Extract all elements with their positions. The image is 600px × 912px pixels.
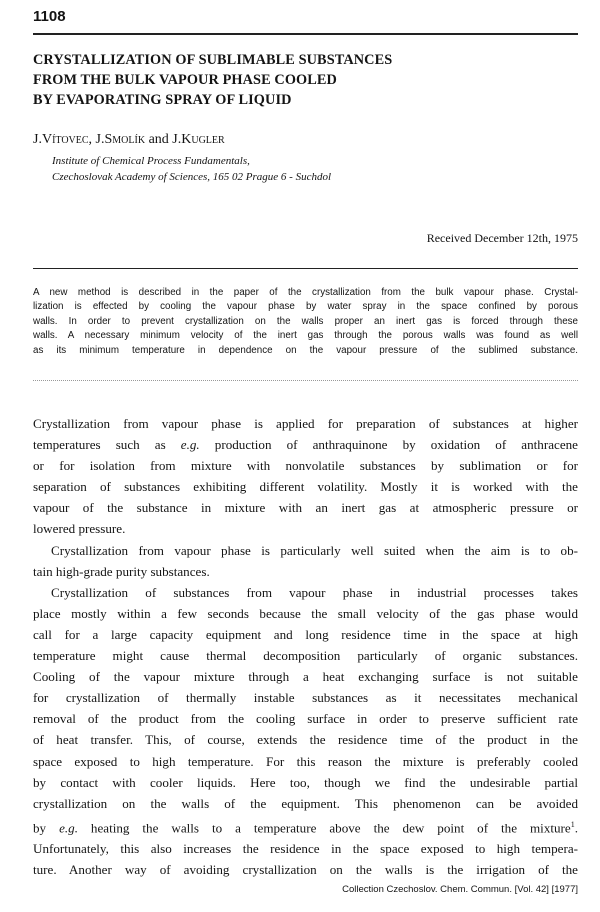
body-line: ture. Another way of avoiding crystallization on the walls is the irrigation of the — [33, 862, 578, 878]
body-line: tain high-grade purity substances. — [33, 563, 210, 579]
body-line: lowered pressure. — [33, 521, 126, 537]
body-line: temperatures such as e.g. production of anthraquinone by oxidation of anthracene — [33, 437, 578, 453]
body-line: space exposed to high temperature. For this reason the mixture is preferably cooled — [33, 753, 578, 769]
author-separator: , — [88, 132, 96, 147]
body-text — [33, 413, 578, 880]
header-rule — [33, 33, 578, 35]
body-line: or for isolation from mixture with nonvolatile substances by sublimation or for — [33, 458, 578, 474]
author-initial: J. — [95, 132, 105, 147]
body-line: Crystallization from vapour phase is applied for preparation of substances at higher — [33, 416, 578, 431]
abstract-line: walls. A necessary minimum velocity of the inert gas through the porous walls was found as well — [33, 330, 578, 342]
author-name: Vítovec — [41, 132, 89, 147]
paper-title — [33, 50, 578, 110]
abstract-line: as its minimum temperature in dependence on the vapour pressure of the sublimed substance. — [33, 344, 578, 356]
abstract — [33, 286, 578, 358]
affiliation-line: Czechoslovak Academy of Sciences, 165 02 Prague 6 - Suchdol — [52, 170, 332, 183]
body-line: crystallization on the walls of the equipment. This phenomenon can be avoided — [33, 795, 578, 811]
abstract-rule — [33, 268, 578, 269]
affiliation-line: Institute of Chemical Process Fundamentals, — [52, 155, 250, 167]
received-date: Received December 12th, 1975 — [426, 231, 578, 245]
author-name: Kugler — [181, 132, 225, 147]
abstract-line: lization is effected by cooling the vapour phase by water spray in the space confined by porous — [33, 301, 578, 313]
body-line: temperature might cause thermal decomposition particularly of organic substances. — [33, 648, 578, 664]
author-separator: and — [145, 132, 173, 147]
body-line: of heat transfer. This, of course, extends the residence time of the product in the — [33, 732, 578, 748]
author-initial: J. — [172, 132, 182, 147]
body-line: Crystallization from vapour phase is particularly well suited when the aim is to ob- — [51, 542, 578, 558]
body-line: place mostly within a few seconds because the small velocity of the gas phase would — [33, 605, 578, 621]
title-line: CRYSTALLIZATION OF SUBLIMABLE SUBSTANCES — [33, 52, 393, 68]
body-line: removal of the product from the cooling surface in order to preserve sufficient rate — [33, 711, 578, 727]
emphasis: e.g. — [59, 820, 78, 836]
page-number: 1108 — [33, 8, 66, 25]
authors — [33, 132, 225, 148]
emphasis: e.g. — [180, 437, 200, 453]
body-line: Crystallization of substances from vapour phase in industrial processes takes — [51, 584, 578, 600]
abstract-line: A new method is described in the paper of the crystallization from the bulk vapour phase. Crystal- — [33, 287, 578, 298]
journal-footer: Collection Czechoslov. Chem. Commun. [Vol. 42] [1977] — [342, 884, 578, 895]
body-line: vapour of the substance in mixture with an inert gas at atmospheric pressure or — [33, 500, 578, 516]
body-line: by e.g. heating the walls to a temperature above the dew point of the mixture$^1$. — [33, 819, 578, 836]
author-name: Smolík — [104, 132, 146, 147]
body-line: call for a large capacity equipment and long residence time in the space at high — [33, 626, 578, 642]
body-line: by contact with cooler liquids. Here too, though we find the undesirable partial — [33, 774, 578, 790]
title-line: FROM THE BULK VAPOUR PHASE COOLED — [33, 72, 337, 88]
reference-superscript: 1 — [570, 819, 575, 829]
body-line: for crystallization of thermally instable substances as it necessitates mechanical — [33, 690, 578, 706]
abstract-divider — [33, 380, 578, 381]
body-line: Unfortunately, this also increases the residence in the space exposed to high tempera- — [33, 841, 578, 857]
title-line: BY EVAPORATING SPRAY OF LIQUID — [33, 92, 292, 108]
author-initial: J. — [33, 132, 42, 147]
abstract-line: walls. In order to prevent crystallization on the walls proper an inert gas is forced through these — [33, 315, 578, 327]
affiliation — [52, 154, 331, 185]
body-line: separation of substances exhibiting different volatility. Mostly it is worked with the — [33, 479, 578, 495]
body-line: Cooling of the vapour mixture through a heat exchanging surface is not suitable — [33, 669, 578, 685]
